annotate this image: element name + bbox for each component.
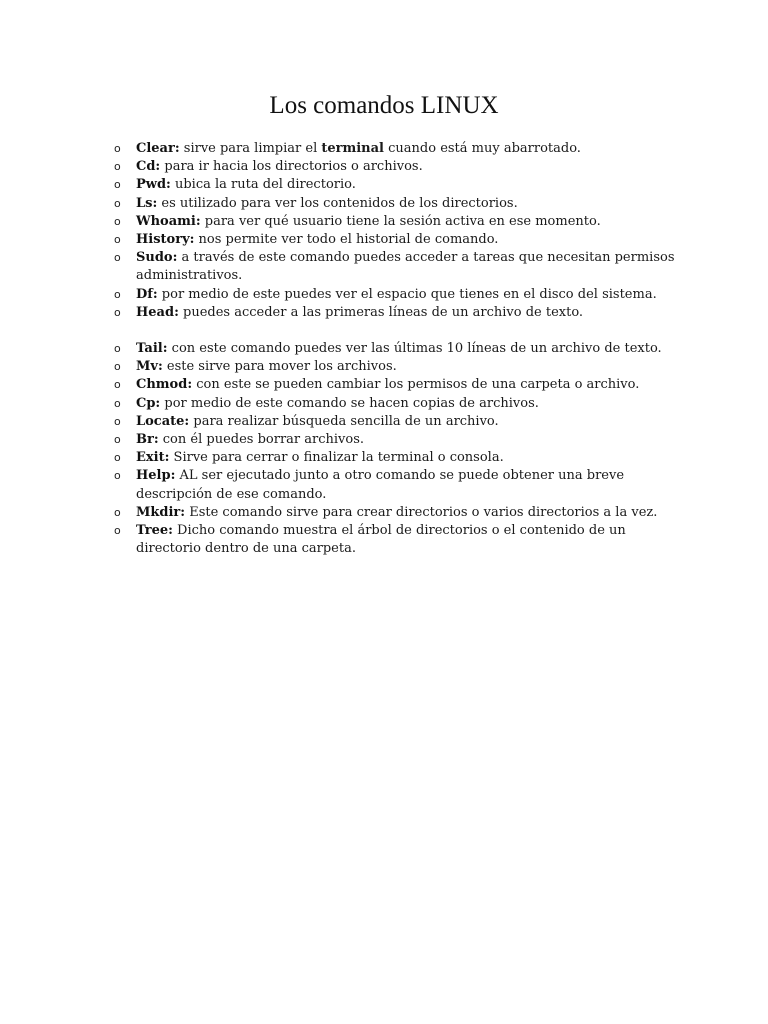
command-name: Help: [136, 468, 176, 484]
command-description: Sirve para cerrar o finalizar la terminal o consola. [169, 450, 504, 466]
command-description: con este comando puedes ver las últimas 10 líneas de un archivo de texto. [167, 341, 662, 357]
command-name: Ls: [136, 195, 158, 211]
list-item-exit [0, 449, 768, 467]
bullet-icon: o [114, 378, 121, 392]
command-name: Df: [136, 286, 158, 302]
bullet-icon: o [114, 142, 121, 155]
command-description: AL ser ejecutado junto a otro comando se puede obtener una breve descripción de ese comando. [136, 468, 625, 502]
command-name: Whoami: [136, 213, 201, 229]
bullet-icon: o [114, 414, 121, 428]
command-name: Locate: [136, 413, 190, 429]
command-name: Head: [136, 304, 179, 320]
command-description: puedes acceder a las primeras líneas de un archivo de texto. [178, 304, 584, 320]
list-item-cd [0, 158, 768, 176]
bullet-icon: o [114, 287, 121, 301]
command-name: Tail: [136, 341, 168, 357]
bullet-icon: o [114, 214, 121, 228]
list-item-clear [0, 140, 768, 158]
command-description-emphasis: terminal [321, 141, 384, 156]
bullet-icon: o [114, 396, 121, 410]
list-item-tail [0, 340, 768, 358]
command-description: cuando está muy abarrotado. [384, 141, 581, 156]
command-description: para realizar búsqueda sencilla de un archivo. [189, 413, 499, 429]
list-item-chmod [0, 376, 768, 394]
list-item-tree [0, 522, 768, 558]
command-name: Sudo: [136, 250, 178, 266]
list-item-cp [0, 395, 768, 413]
bullet-icon: o [114, 178, 121, 192]
command-description: para ir hacia los directorios o archivos. [160, 159, 423, 175]
list-item-whoami [0, 213, 768, 231]
list-item-head [0, 304, 768, 322]
bullet-icon: o [114, 360, 121, 374]
bullet-icon: o [114, 342, 121, 356]
page-title: Los comandos LINUX [269, 92, 499, 119]
command-name: Mkdir: [136, 504, 186, 520]
command-name: Chmod: [136, 377, 193, 393]
command-name: History: [136, 232, 195, 248]
command-name: Mv: [136, 359, 163, 375]
bullet-icon: o [114, 305, 121, 319]
command-name: Pwd: [136, 177, 171, 193]
command-description: por medio de este comando se hacen copias de archivos. [160, 395, 539, 411]
list-item-locate [0, 413, 768, 431]
bullet-icon: o [114, 233, 121, 247]
command-description: con él puedes borrar archivos. [158, 432, 364, 448]
bullet-icon: o [114, 196, 121, 210]
command-description: por medio de este puedes ver el espacio que tienes en el disco del sistema. [157, 286, 657, 302]
command-description: sirve para limpiar el [179, 141, 322, 156]
bullet-icon: o [114, 433, 121, 447]
command-name: Cd: [136, 159, 161, 175]
command-description: ubica la ruta del directorio. [170, 177, 356, 193]
command-description: Este comando sirve para crear directorios o varios directorios a la vez. [185, 504, 658, 520]
command-description: para ver qué usuario tiene la sesión activa en ese momento. [200, 213, 601, 229]
bullet-icon: o [114, 160, 121, 174]
list-item-pwd [0, 176, 768, 194]
command-name: Clear: [136, 141, 180, 156]
list-item-mkdir [0, 504, 768, 522]
command-name: Br: [136, 432, 159, 448]
bullet-icon: o [114, 505, 121, 519]
bullet-icon: o [114, 251, 121, 265]
bullet-icon: o [114, 524, 121, 538]
command-name: Tree: [136, 523, 173, 539]
command-name: Cp: [136, 395, 161, 411]
command-description: nos permite ver todo el historial de comando. [194, 232, 499, 248]
list-item-df [0, 286, 768, 304]
list-item-br [0, 431, 768, 449]
bullet-icon: o [114, 451, 121, 465]
command-description: a través de este comando puedes acceder a tareas que necesitan permisos administrativos. [136, 250, 675, 284]
list-item-ls [0, 195, 768, 213]
command-description: con este se pueden cambiar los permisos de una carpeta o archivo. [192, 377, 640, 393]
list-item-sudo [0, 249, 768, 285]
command-description: este sirve para mover los archivos. [162, 359, 397, 375]
bullet-icon: o [114, 469, 121, 483]
list-item-mv [0, 358, 768, 376]
command-name: Exit: [136, 450, 170, 466]
list-item-help [0, 467, 768, 503]
command-list [0, 140, 768, 558]
command-description: es utilizado para ver los contenidos de los directorios. [157, 195, 518, 211]
command-description: Dicho comando muestra el árbol de directorios o el contenido de un directorio dentro de una carpeta. [136, 523, 626, 557]
list-item-history [0, 231, 768, 249]
